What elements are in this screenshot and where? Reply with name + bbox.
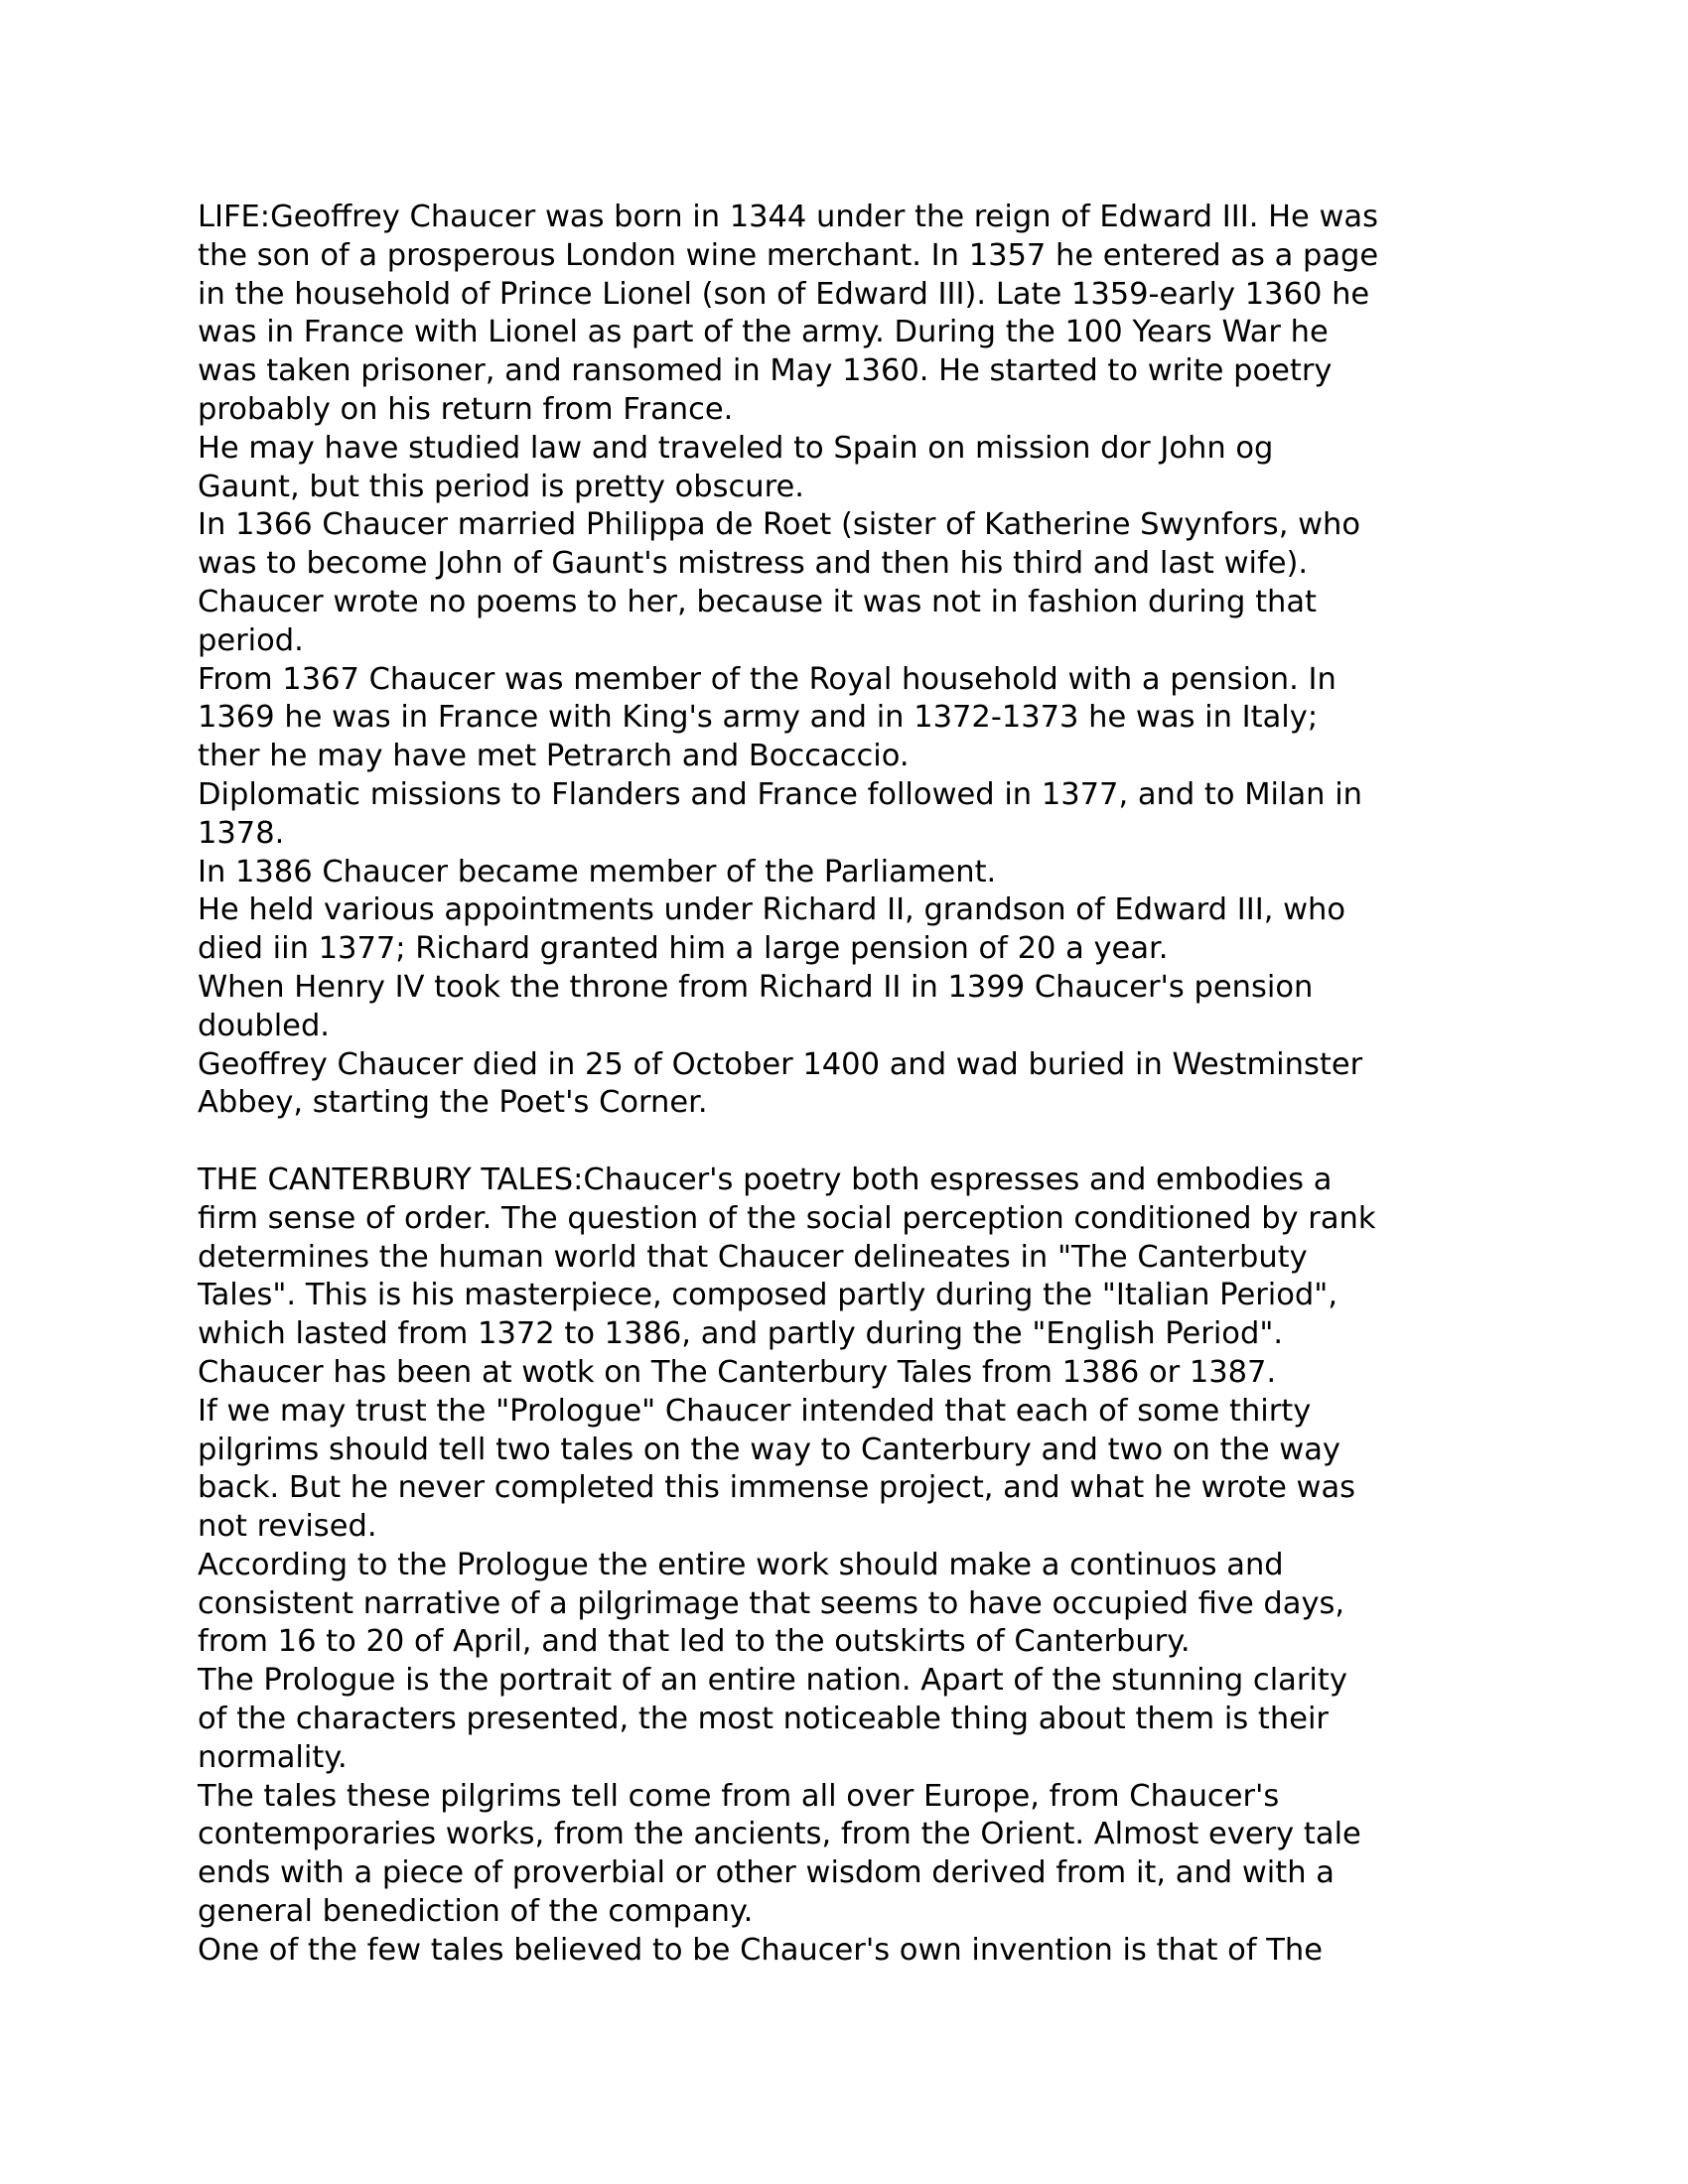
- document-body: [198, 199, 1498, 1971]
- text-line: If we may trust the "Prologue" Chaucer intended that each of some thirty: [198, 1393, 1312, 1429]
- text-line: He held various appointments under Richard II, grandson of Edward III, who: [198, 892, 1346, 928]
- canterbury-tales-section: [198, 1161, 1498, 1971]
- text-line: From 1367 Chaucer was member of the Royal household with a pension. In: [198, 661, 1336, 697]
- text-line: normality.: [198, 1739, 348, 1775]
- life-section: [198, 199, 1498, 1123]
- text-line: According to the Prologue the entire work should make a continuos and: [198, 1547, 1284, 1582]
- text-line: probably on his return from France.: [198, 391, 734, 427]
- text-line: Abbey, starting the Poet's Corner.: [198, 1085, 708, 1121]
- text-line: was taken prisoner, and ransomed in May 1360. He started to write poetry: [198, 353, 1333, 389]
- text-line: 1378.: [198, 815, 285, 851]
- text-line: Tales". This is his masterpiece, composed partly during the "Italian Period",: [198, 1278, 1338, 1313]
- text-line: back. But he never completed this immense project, and what he wrote was: [198, 1470, 1356, 1506]
- text-line: determines the human world that Chaucer delineates in "The Canterbuty: [198, 1239, 1308, 1275]
- text-line: contemporaries works, from the ancients, from the Orient. Almost every tale: [198, 1817, 1361, 1852]
- text-line: not revised.: [198, 1509, 377, 1545]
- text-line: consistent narrative of a pilgrimage that seems to have occupied five days,: [198, 1585, 1345, 1621]
- text-line: from 16 to 20 of April, and that led to the outskirts of Canterbury.: [198, 1624, 1191, 1660]
- text-line: Chaucer has been at wotk on The Canterbury Tales from 1386 or 1387.: [198, 1354, 1277, 1390]
- text-line: Chaucer wrote no poems to her, because it was not in fashion during that: [198, 584, 1318, 619]
- text-line: The Prologue is the portrait of an entire nation. Apart of the stunning clarity: [198, 1663, 1347, 1699]
- text-line: In 1366 Chaucer married Philippa de Roet (sister of Katherine Swynfors, who: [198, 507, 1361, 543]
- text-line: general benediction of the company.: [198, 1894, 754, 1930]
- text-line: Diplomatic missions to Flanders and France followed in 1377, and to Milan in: [198, 776, 1363, 812]
- text-line: ther he may have met Petrarch and Boccaccio.: [198, 739, 910, 774]
- text-line: Gaunt, but this period is pretty obscure.: [198, 469, 804, 504]
- text-line: One of the few tales believed to be Chaucer's own invention is that of The: [198, 1932, 1323, 1968]
- text-line: period.: [198, 622, 304, 658]
- text-line: 1369 he was in France with King's army and in 1372-1373 he was in Italy;: [198, 700, 1319, 736]
- text-line: Geoffrey Chaucer died in 25 of October 1400 and wad buried in Westminster: [198, 1046, 1363, 1082]
- paragraph-spacer: [198, 1123, 1498, 1161]
- text-line: doubled.: [198, 1008, 331, 1043]
- text-line: The tales these pilgrims tell come from all over Europe, from Chaucer's: [198, 1778, 1280, 1814]
- text-line: He may have studied law and traveled to Spain on mission dor John og: [198, 430, 1274, 466]
- text-line: THE CANTERBURY TALES:Chaucer's poetry both espresses and embodies a: [198, 1161, 1333, 1197]
- text-line: of the characters presented, the most noticeable thing about them is their: [198, 1702, 1329, 1737]
- text-line: In 1386 Chaucer became member of the Parliament.: [198, 854, 997, 889]
- text-line: the son of a prosperous London wine merchant. In 1357 he entered as a page: [198, 237, 1379, 273]
- text-line: which lasted from 1372 to 1386, and partly during the "English Period".: [198, 1316, 1284, 1352]
- text-line: pilgrims should tell two tales on the way to Canterbury and two on the way: [198, 1432, 1340, 1467]
- text-line: LIFE:Geoffrey Chaucer was born in 1344 under the reign of Edward III. He was: [198, 200, 1379, 234]
- text-line: died iin 1377; Richard granted him a large pension of 20 a year.: [198, 931, 1169, 967]
- text-line: was in France with Lionel as part of the army. During the 100 Years War he: [198, 315, 1329, 350]
- text-line: in the household of Prince Lionel (son of Edward III). Late 1359-early 1360 he: [198, 276, 1370, 312]
- text-line: was to become John of Gaunt's mistress and then his third and last wife).: [198, 546, 1309, 582]
- text-line: firm sense of order. The question of the social perception conditioned by rank: [198, 1200, 1376, 1236]
- text-line: When Henry IV took the throne from Richard II in 1399 Chaucer's pension: [198, 969, 1314, 1005]
- text-line: ends with a piece of proverbial or other wisdom derived from it, and with a: [198, 1855, 1335, 1891]
